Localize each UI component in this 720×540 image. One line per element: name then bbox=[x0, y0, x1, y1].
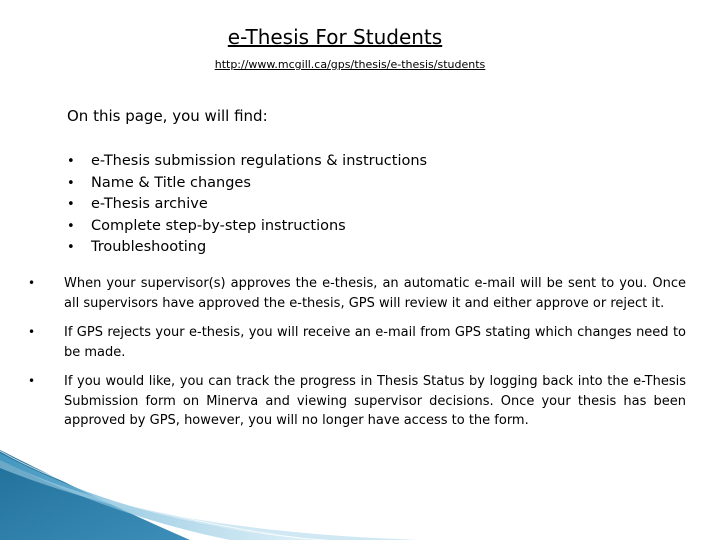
bullet-icon: • bbox=[67, 175, 75, 191]
bullet-icon: • bbox=[28, 325, 36, 339]
intro-text: On this page, you will find: bbox=[67, 107, 268, 125]
list-item bbox=[67, 151, 427, 173]
list-item bbox=[67, 194, 427, 216]
note-text: If GPS rejects your e-thesis, you will receive an e-mail from GPS stating which changes need to be made. bbox=[64, 325, 686, 360]
note-item bbox=[28, 372, 686, 431]
list-item bbox=[67, 237, 427, 259]
bullet-icon: • bbox=[28, 374, 36, 388]
list-item-text: e-Thesis submission regulations & instructions bbox=[91, 153, 428, 169]
feature-list bbox=[67, 151, 427, 259]
list-item bbox=[67, 173, 427, 195]
list-item-text: Complete step-by-step instructions bbox=[91, 217, 346, 234]
note-text: When your supervisor(s) approves the e-thesis, an automatic e-mail will be sent to you. Once all supervisors have approved the e-thesis, GPS will review it and either approve or reject it. bbox=[64, 276, 686, 311]
note-item bbox=[28, 323, 686, 362]
bullet-icon: • bbox=[67, 240, 75, 256]
decorative-wave-graphic bbox=[0, 450, 720, 540]
bullet-icon: • bbox=[67, 197, 75, 213]
page-url-link[interactable]: http://www.mcgill.ca/gps/thesis/e-thesis/students bbox=[214, 58, 486, 71]
bullet-icon: • bbox=[67, 218, 75, 234]
list-item-text: e-Thesis archive bbox=[91, 196, 208, 213]
list-item-text: Name & Title changes bbox=[91, 174, 251, 191]
list-item bbox=[67, 216, 427, 238]
bullet-icon: • bbox=[67, 154, 75, 169]
note-item bbox=[28, 274, 686, 313]
list-item-text: Troubleshooting bbox=[91, 239, 207, 256]
note-text: If you would like, you can track the progress in Thesis Status by logging back into the e-Thesis Submission form on Minerva and viewing supervisor decisions. Once your thesis has been approved by GPS, however, you will no longer have access to the form. bbox=[64, 374, 686, 428]
page-title: e-Thesis For Students bbox=[227, 25, 443, 49]
bullet-icon: • bbox=[28, 276, 36, 290]
notes-list bbox=[28, 274, 686, 441]
